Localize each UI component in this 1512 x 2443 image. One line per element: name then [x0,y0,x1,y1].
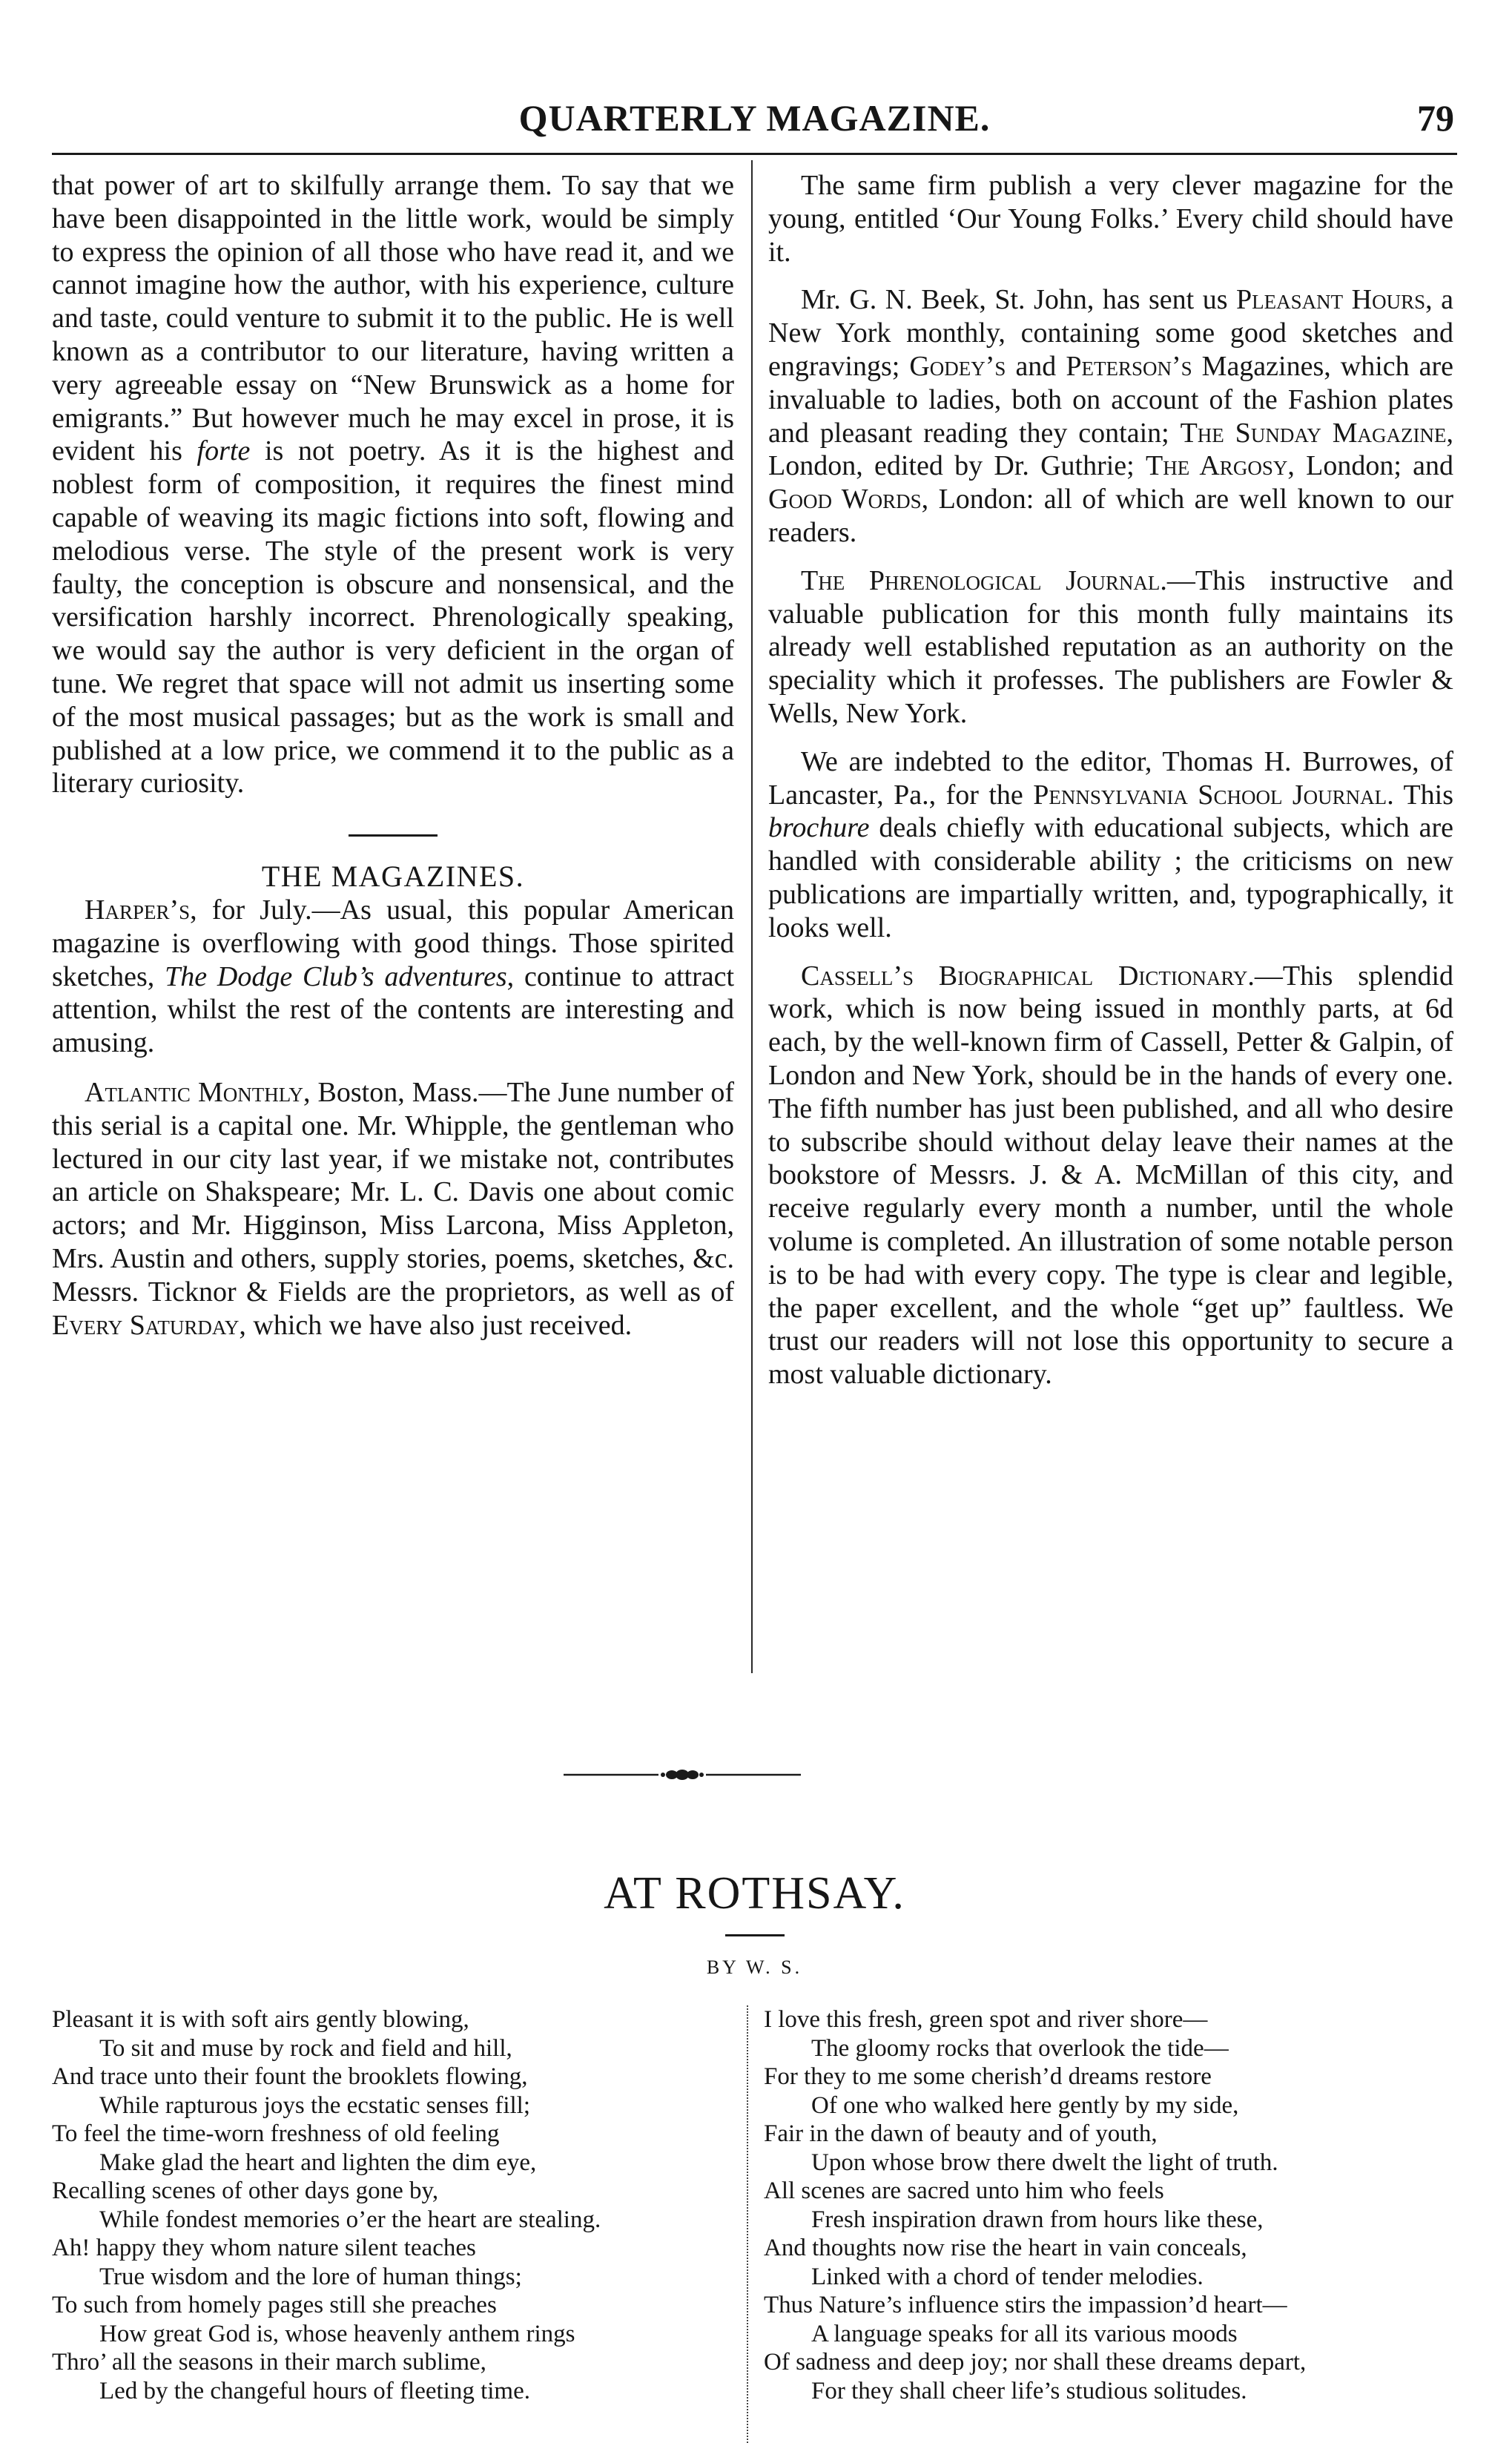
beck-paragraph: Mr. G. N. Beek, St. John, has sent us Pleasant Hours, a New York monthly, containing some good sketches and engravings; Godey’s and Peterson’s Magazines, which are invaluable to ladies, both on account of the Fashion plates and pleasant reading they contain; The Sunday Magazine, London, edited by Dr. Guthrie; The Argosy, London; and Good Words, London: all of which are well known to our readers. [768,284,1454,548]
column-divider [751,160,753,1673]
forte-italic: forte [197,435,251,467]
page [52,80,1457,2404]
page-number: 79 [1417,97,1454,139]
poem-line: Make glad the heart and lighten the dim eye, [99,2149,537,2176]
cassell-paragraph: Cassell’s Biographical Dictionary.—This splendid work, which is now being issued in monthly parts, at 6d each, by the well-known firm of Cassell, Petter & Galpin, of London and New York, should be in the hands of every one. The fifth number has just been published, and all who desire to subscribe should without delay leave their names at the bookstore of Messrs. J. & A. McMillan of this city, and receive regularly every month a number, until the whole volume is completed. An illustration of some notable person is to be had with every copy. The type is clear and legible, the paper excellent, and the whole “get up” faultless. We trust our readers will not lose this opportunity to secure a most valuable dictionary. [768,960,1454,1391]
magazine-name: The Argosy [1146,450,1288,482]
magazine-name: Atlantic Monthly [85,1076,304,1108]
right-column [768,169,1453,1391]
section-heading: THE MAGAZINES. [261,860,525,894]
poem-line: And thoughts now rise the heart in vain conceals, [764,2235,1247,2261]
italic-word: brochure [768,812,870,844]
poem-line: I love this fresh, green spot and river shore— [764,2006,1208,2033]
poem-line: Fresh inspiration drawn from hours like these, [811,2206,1264,2233]
poem-line: Fair in the dawn of beauty and of youth, [764,2120,1158,2147]
magazine-name: Every Saturday [52,1309,240,1341]
atlantic-paragraph: Atlantic Monthly, Boston, Mass.—The June number of this serial is a capital one. Mr. Whipple, the gentleman who lectured in our city last year, if we mistake not, contributes an article on Shakspeare; Mr. L. C. Davis one about comic actors; and Mr. Higginson, Miss Larcona, Miss Appleton, Mrs. Austin and others, supply stories, poems, sketches, &c. Messrs. Ticknor & Fields are the proprietors, as well as of Every Saturday, which we have also just received. [52,1076,735,1341]
poem-line: Of sadness and deep joy; nor shall these dreams depart, [764,2349,1307,2376]
poem-line: All scenes are sacred unto him who feels [764,2177,1164,2204]
poem-line: Of one who walked here gently by my side, [811,2091,1239,2119]
running-title: QUARTERLY MAGAZINE. [518,97,991,139]
pennsylvania-paragraph: We are indebted to the editor, Thomas H. Burrowes, of Lancaster, Pa., for the Pennsylvania School Journal. This brochure deals chiefly with educational subjects, which are handled with considerable ability ; the criticisms on new publications are impartially written, and, typographically, it looks well. [768,745,1454,943]
magazine-name: Harper’s [85,894,191,926]
section-rule [349,834,438,837]
left-column [52,169,734,1342]
poem-byline: BY W. S. [706,1956,803,1978]
poem-line: Linked with a chord of tender melodies. [811,2263,1204,2290]
running-header [52,96,1457,155]
poem-line: Pleasant it is with soft airs gently blowing, [52,2006,469,2033]
poem-line: For they to me some cherish’d dreams restore [764,2063,1212,2090]
magazine-name: Pleasant Hours [1236,284,1426,316]
magazine-name: Cassell’s Biographical Dictionary [801,960,1248,992]
poem-line: A language speaks for all its various moods [811,2320,1238,2347]
magazine-name: The Phrenological Journal [801,564,1161,596]
poem-line: While rapturous joys the ecstatic senses fill; [99,2091,531,2119]
poem-line: Recalling scenes of other days gone by, [52,2177,439,2204]
poem-line: To such from homely pages still she preaches [52,2292,497,2318]
poem-line: To sit and muse by rock and field and hill, [99,2034,512,2062]
poem-line: For they shall cheer life’s studious solitudes. [811,2377,1247,2404]
ornament-divider-icon [564,1764,801,1786]
magazine-name: Pennsylvania School Journal [1033,779,1387,811]
poem-left-column [52,2005,734,2405]
poem-line: And trace unto their fount the brooklets flowing, [52,2063,528,2090]
poem-divider [747,2005,750,2443]
italic-title: The Dodge Club’s adventures [165,960,507,992]
poem-line: True wisdom and the lore of human things; [99,2263,522,2290]
title-rule [725,1934,785,1936]
poem-line: Led by the changeful hours of fleeting time. [99,2377,530,2404]
poem-line: Ah! happy they whom nature silent teaches [52,2235,476,2261]
review-continuation: that power of art to skilfully arrange them. To say that we have been disappointed in the little work, would be simply to express the opinion of all those who have read it, and we cannot imagine how the author, with his experience, culture and taste, could venture to submit it to the public. He is well known as a contributor to our literature, having written a very agreeable essay on “New Brunswick as a home for emigrants.” But however much he may excel in prose, it is evident his forte is not poetry. As it is the highest and noblest form of composition, it requires the finest mind capable of weaving its magic fictions into soft, flowing and melodious verse. The style of the present work is very faulty, the conception is obscure and nonsensical, and the versification harshly incorrect. Phrenologically speaking, we would say the author is very deficient in the organ of tune. We regret that space will not admit us inserting some of the most musical passages; but as the work is small and published at a low price, we commend it to the public as a literary curiosity. [52,170,735,800]
poem-line: Upon whose brow there dwelt the light of truth. [811,2149,1278,2176]
poem-line: Thus Nature’s influence stirs the impassion’d heart— [764,2292,1287,2318]
young-folks-paragraph: The same firm publish a very clever magazine for the young, entitled ‘Our Young Folks.’ Every child should have it. [768,170,1453,268]
poem-line: While fondest memories o’er the heart are stealing. [99,2206,601,2233]
poem-line: The gloomy rocks that overlook the tide— [811,2034,1229,2062]
poem-line: Thro’ all the seasons in their march sublime, [52,2349,486,2376]
harpers-paragraph: Harper’s, for July.—As usual, this popular American magazine is overflowing with good things. Those spirited sketches, The Dodge Club’s adventures, continue to attract attention, whilst the rest of the contents are interesting and amusing. [52,894,735,1059]
magazine-name: Good Words [768,484,922,515]
magazine-name: Peterson’s [1066,350,1192,382]
poem-right-column [764,2005,1453,2405]
poem-line: How great God is, whose heavenly anthem rings [99,2320,575,2347]
magazine-name: Godey’s [909,350,1006,382]
poem-line: To feel the time-worn freshness of old feeling [52,2120,500,2147]
magazine-name: The Sunday Magazine [1180,417,1447,449]
phrenological-paragraph: The Phrenological Journal.—This instructive and valuable publication for this month fully maintains its already well established reputation as an authority on the speciality which it professes. The publishers are Fowler & Wells, New York. [768,564,1453,729]
poem-title: AT ROTHSAY. [604,1868,905,1919]
